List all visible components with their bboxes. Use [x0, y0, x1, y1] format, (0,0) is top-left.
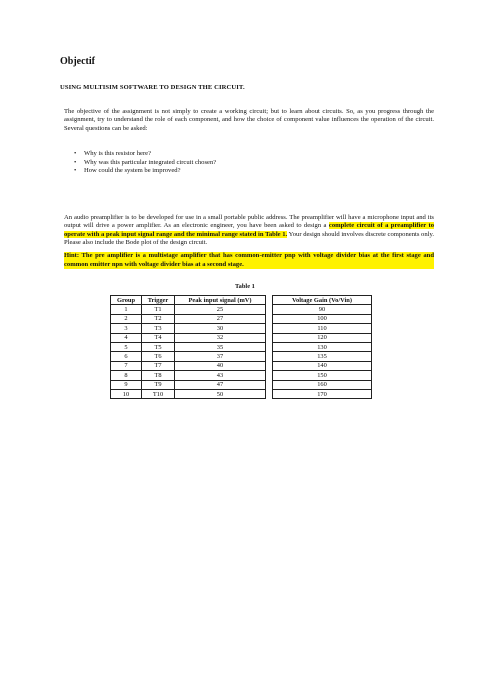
table-body: [111, 305, 372, 399]
cell-voltage-gain: 170: [273, 389, 372, 398]
cell-peak-input: 43: [175, 371, 266, 380]
cell-voltage-gain: 110: [273, 324, 372, 333]
hint-paragraph: Hint: The pre amplifier is a multistage amplifier that has common-emitter pnp with voltage divider bias at the first stage and common emitter npn with voltage divider bias at a second stage.: [64, 252, 434, 268]
cell-group: 1: [111, 305, 142, 314]
table-row: [111, 333, 372, 342]
cell-voltage-gain: 150: [273, 371, 372, 380]
table-caption: Table 1: [235, 283, 255, 290]
question-item: • Why was this particular integrated circuit chosen?: [76, 159, 216, 168]
cell-voltage-gain: 135: [273, 352, 372, 361]
section-subheading: USING MULTISIM SOFTWARE TO DESIGN THE CIRCUIT.: [60, 84, 245, 91]
table-row: [111, 305, 372, 314]
table-row: [111, 380, 372, 389]
cell-peak-input: 25: [175, 305, 266, 314]
objective-paragraph: The objective of the assignment is not simply to create a working circuit; but to learn about circuits. So, as you progress through the assignment, try to understand the role of each component, and how the choice of component value influences the operation of the circuit. Several questions can be asked:: [64, 108, 434, 132]
cell-group: 7: [111, 361, 142, 370]
table-row: [111, 361, 372, 370]
design-paragraph-part2: Your design should involves discrete components only. Please also include the Bode plot of the design circuit.: [64, 230, 434, 246]
cell-trigger: T7: [142, 361, 175, 370]
cell-group: 9: [111, 380, 142, 389]
highlighted-requirement: complete circuit of a preamplifier to operate with a peak input signal range and the minimal range stated in Table 1.: [64, 222, 434, 238]
design-paragraph-part1: An audio preamplifier is to be developed for use in a small portable public address. The preamplifier will have a microphone input and its output will drive a power amplifier. As an electronic engineer, you have been asked to design a: [64, 214, 434, 230]
header-voltage-gain: Voltage Gain (Vo/Vin): [273, 296, 372, 305]
cell-voltage-gain: 120: [273, 333, 372, 342]
cell-trigger: T8: [142, 371, 175, 380]
cell-peak-input: 35: [175, 342, 266, 351]
cell-voltage-gain: 140: [273, 361, 372, 370]
cell-trigger: T1: [142, 305, 175, 314]
header-peak-input: Peak input signal (mV): [175, 296, 266, 305]
cell-peak-input: 27: [175, 314, 266, 323]
question-item: • Why is this resistor here?: [76, 150, 216, 159]
specification-table: [110, 295, 372, 399]
cell-trigger: T4: [142, 333, 175, 342]
cell-trigger: T10: [142, 389, 175, 398]
table-row: [111, 314, 372, 323]
cell-group: 4: [111, 333, 142, 342]
cell-trigger: T5: [142, 342, 175, 351]
header-trigger: Trigger: [142, 296, 175, 305]
table-row: [111, 342, 372, 351]
cell-peak-input: 50: [175, 389, 266, 398]
cell-group: 6: [111, 352, 142, 361]
table-row: [111, 352, 372, 361]
cell-trigger: T6: [142, 352, 175, 361]
cell-peak-input: 37: [175, 352, 266, 361]
cell-peak-input: 47: [175, 380, 266, 389]
cell-voltage-gain: 100: [273, 314, 372, 323]
cell-peak-input: 40: [175, 361, 266, 370]
cell-voltage-gain: 90: [273, 305, 372, 314]
cell-group: 3: [111, 324, 142, 333]
cell-group: 10: [111, 389, 142, 398]
cell-group: 8: [111, 371, 142, 380]
questions-list: [76, 150, 216, 176]
cell-group: 5: [111, 342, 142, 351]
cell-voltage-gain: 130: [273, 342, 372, 351]
design-paragraph: [64, 214, 434, 247]
table-row: [111, 324, 372, 333]
table-row: [111, 389, 372, 398]
cell-voltage-gain: 160: [273, 380, 372, 389]
cell-group: 2: [111, 314, 142, 323]
cell-trigger: T3: [142, 324, 175, 333]
cell-peak-input: 32: [175, 333, 266, 342]
cell-trigger: T2: [142, 314, 175, 323]
cell-trigger: T9: [142, 380, 175, 389]
table-header-row: [111, 296, 372, 305]
question-item: • How could the system be improved?: [76, 167, 216, 176]
cell-peak-input: 30: [175, 324, 266, 333]
table-row: [111, 371, 372, 380]
page-heading: Objectif: [60, 56, 95, 67]
header-group: Group: [111, 296, 142, 305]
